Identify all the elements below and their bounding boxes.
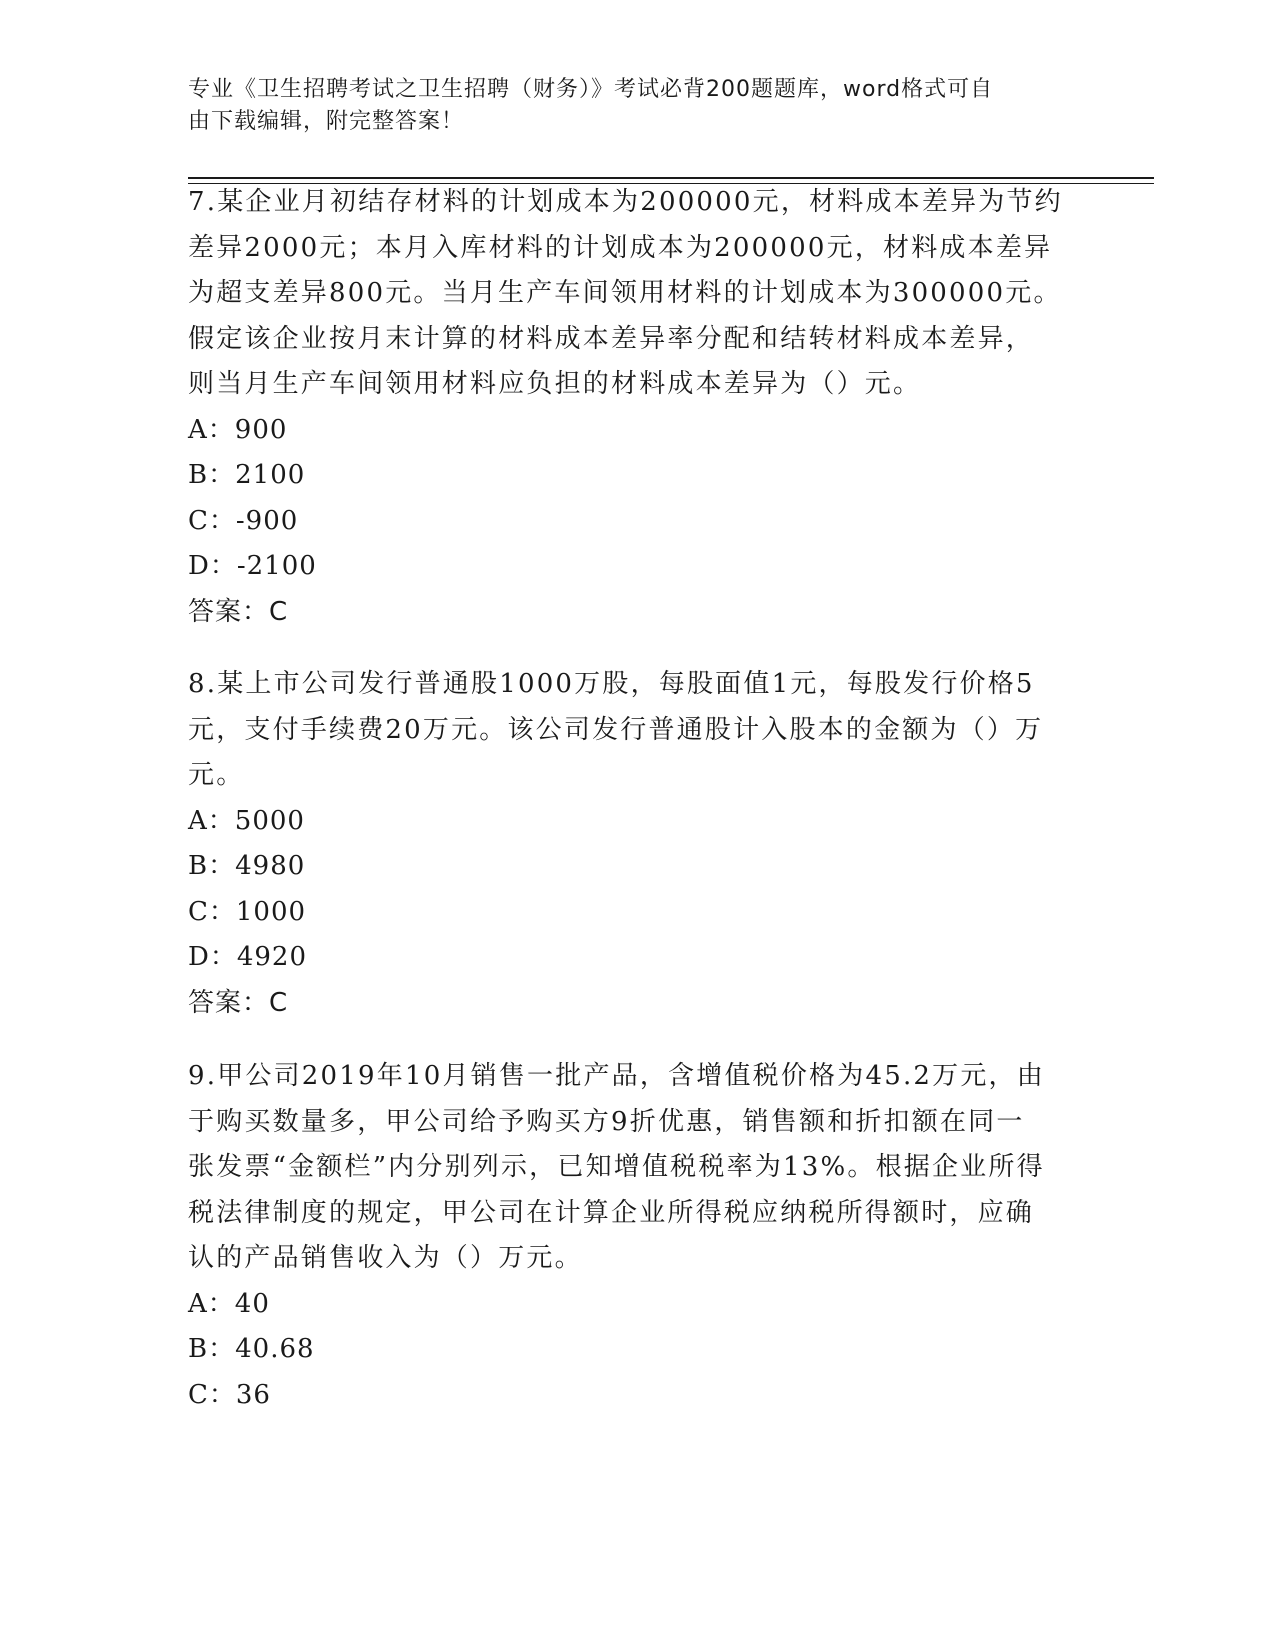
question-8-option-d: D：4920 (188, 942, 308, 972)
question-8-option-c: C：1000 (188, 896, 307, 927)
question-9-option-c: C：36 (188, 1379, 271, 1410)
question-8-line-3: 元。 (188, 760, 245, 790)
question-9-line-3: 张发票“金额栏”内分别列示，已知增值税税率为13%。根据企业所得 (188, 1152, 1045, 1182)
question-7-line-3: 为超支差异800元。当月生产车间领用材料的计划成本为300000元。 (188, 278, 1062, 308)
question-8 (188, 662, 1078, 1026)
question-8-line-2: 元，支付手续费20万元。该公司发行普通股计入股本的金额为（）万 (188, 714, 1044, 745)
question-9-line-2: 于购买数量多，甲公司给予购买方9折优惠，销售额和折扣额在同一 (188, 1106, 1025, 1137)
header-line-1: 专业《卫生招聘考试之卫生招聘（财务）》考试必背200题题库，word格式可自 (188, 77, 994, 102)
question-7-line-2: 差异2000元；本月入库材料的计划成本为200000元，材料成本差异 (188, 232, 1053, 263)
question-9 (188, 1054, 1078, 1418)
question-7-line-1: 7.某企业月初结存材料的计划成本为200000元，材料成本差异为节约 (188, 187, 1063, 217)
question-9-option-b: B：40.68 (188, 1334, 315, 1364)
question-7-line-5: 则当月生产车间领用材料应负担的材料成本差异为（）元。 (188, 369, 922, 399)
question-9-option-a: A：40 (188, 1288, 270, 1319)
question-7-option-b: B：2100 (188, 460, 306, 490)
question-7-answer: 答案：C (188, 596, 289, 627)
question-7-option-c: C：-900 (188, 505, 299, 536)
question-7 (188, 180, 1078, 635)
question-9-line-4: 税法律制度的规定，甲公司在计算企业所得税应纳税所得额时，应确 (188, 1197, 1035, 1228)
header-divider-thick (188, 177, 1154, 179)
question-7-line-4: 假定该企业按月末计算的材料成本差异率分配和结转材料成本差异， (188, 323, 1035, 354)
document-header (188, 74, 1068, 138)
question-9-line-1: 9.甲公司2019年10月销售一批产品，含增值税价格为45.2万元，由 (188, 1061, 1045, 1091)
header-line-2: 由下载编辑，附完整答案！ (188, 109, 465, 134)
question-9-line-5: 认的产品销售收入为（）万元。 (188, 1243, 583, 1273)
question-7-option-a: A：900 (188, 414, 288, 445)
question-7-option-d: D：-2100 (188, 551, 317, 581)
question-8-line-1: 8.某上市公司发行普通股1000万股，每股面值1元，每股发行价格5 (188, 669, 1035, 699)
question-8-option-b: B：4980 (188, 851, 306, 881)
question-8-option-a: A：5000 (188, 805, 305, 836)
question-8-answer: 答案：C (188, 987, 289, 1018)
